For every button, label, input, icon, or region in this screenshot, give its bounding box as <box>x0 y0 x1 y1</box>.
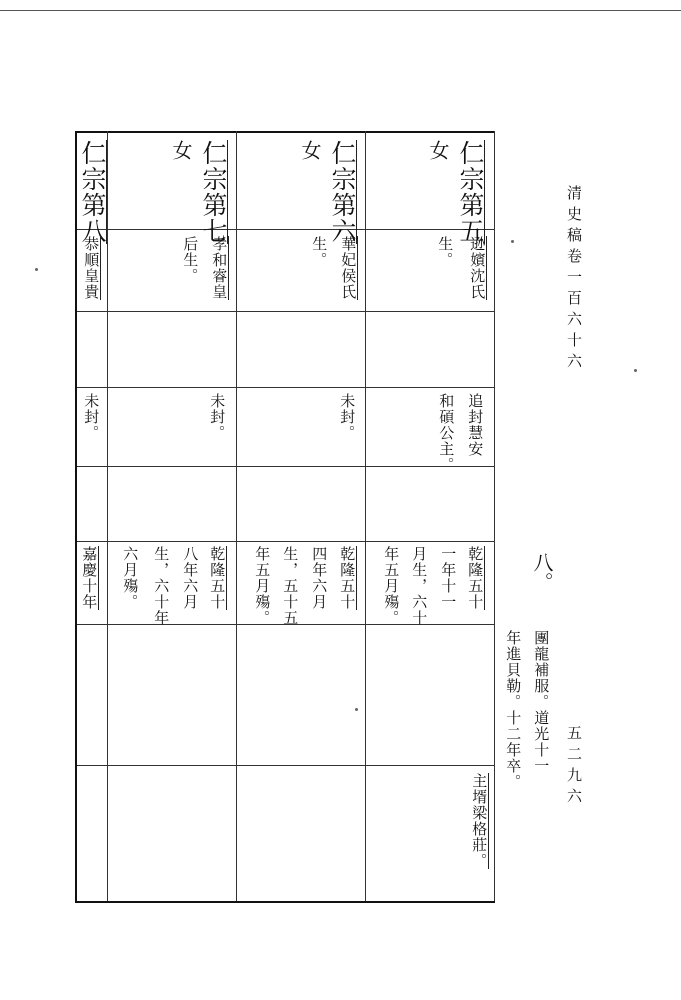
mother-line-2: 生。 <box>436 236 455 268</box>
life-line-1: 乾隆五十 <box>208 546 227 610</box>
running-head: 清史稿卷一百六十六 <box>565 185 583 374</box>
title-line-1: 未封。 <box>208 393 227 441</box>
page-top-rule <box>0 10 681 11</box>
column-header: 仁宗第八 <box>78 140 107 244</box>
life-continuation: 八。 <box>530 552 554 592</box>
page-number: 五二九六 <box>565 725 583 809</box>
spouse-line-2: 年進貝勒。十二年卒。 <box>504 630 523 790</box>
life-line-1: 乾隆五十 <box>338 546 357 610</box>
life-line-2: 四年六月 <box>310 546 329 610</box>
life-line-4: 年五月殤。 <box>382 546 401 626</box>
child-label: 女 <box>169 140 193 160</box>
child-label: 女 <box>298 140 322 160</box>
scan-speck <box>35 268 38 271</box>
life-line-3: 生，五十五 <box>281 546 300 626</box>
spouse-family-line-1: 主壻梁格莊。 <box>470 773 489 869</box>
mother-line-1: 華妃侯氏 <box>339 236 358 300</box>
title-line-1: 未封。 <box>82 393 101 441</box>
mother-line-2: 生。 <box>310 236 329 268</box>
life-line-2: 八年六月 <box>181 546 200 610</box>
mother-line-2: 后生。 <box>181 236 200 284</box>
mother-line-1: 恭順皇貴 <box>82 236 101 300</box>
life-line-4: 年五月殤。 <box>253 546 272 626</box>
mother-line-1: 逊嬪沈氏 <box>468 236 487 300</box>
title-line-2: 和碩公主。 <box>437 393 456 473</box>
column-header: 仁宗第五 <box>456 140 485 244</box>
title-line-1: 未封。 <box>338 393 357 441</box>
life-line-4: 六月殤。 <box>121 546 140 610</box>
mother-line-1: 孝和睿皇 <box>210 236 229 300</box>
life-line-3: 月生，六十 <box>410 546 429 626</box>
scan-speck <box>511 240 514 243</box>
column-header: 仁宗第六 <box>328 140 357 244</box>
column-header: 仁宗第七 <box>199 140 228 244</box>
life-line-1: 乾隆五十 <box>466 546 485 610</box>
life-line-1: 嘉慶十年 <box>80 546 99 610</box>
scan-speck <box>355 708 358 711</box>
life-line-3: 生，六十年 <box>152 546 171 626</box>
title-line-1: 追封慧安 <box>466 393 485 457</box>
spouse-line-1: 團龍補服。道光十一 <box>532 630 551 774</box>
life-line-2: 一年十一 <box>439 546 458 610</box>
child-label: 女 <box>426 140 450 160</box>
scan-speck <box>634 369 637 372</box>
